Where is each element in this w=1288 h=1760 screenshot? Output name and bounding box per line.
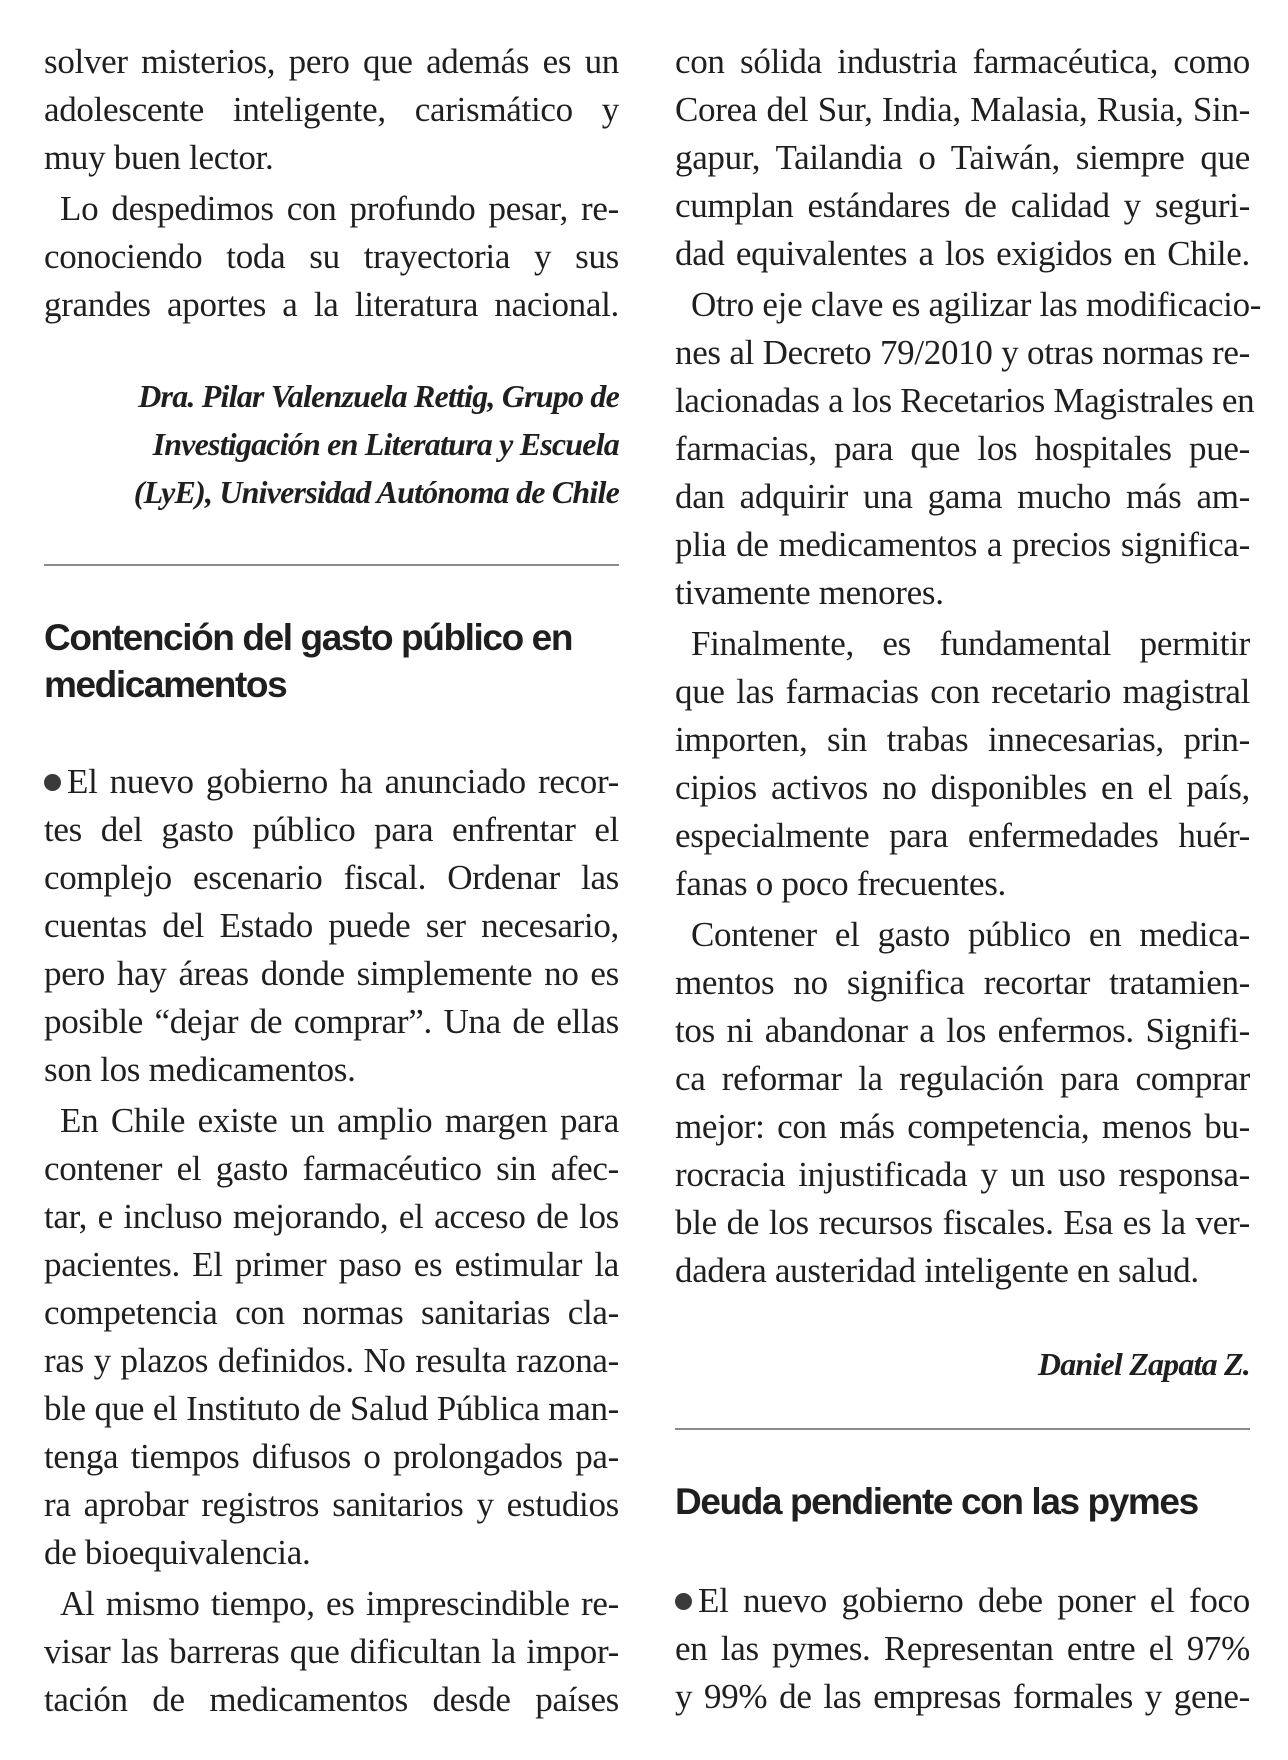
author-signature — [44, 372, 619, 516]
body-paragraph-5 — [675, 281, 1262, 617]
text-line: El nuevo gobierno ha anunciado recor- — [44, 758, 619, 806]
body-paragraph-4 — [675, 38, 1250, 278]
body-paragraph-1 — [44, 758, 619, 1094]
text-line: En Chile existe un amplio margen para — [60, 1101, 619, 1140]
text-line: cuentas del Estado puede ser necesario, — [44, 906, 619, 945]
text-line: gapur, Tailandia o Taiwán, siempre que — [675, 138, 1250, 177]
text-line: Otro eje clave es agilizar las modificacio- — [691, 285, 1262, 324]
right-column — [675, 38, 1262, 1724]
signature-line: Investigación en Literatura y Escuela — [152, 426, 619, 462]
text-line: pacientes. El primer paso es estimular la — [44, 1245, 619, 1284]
text-line: en las pymes. Representan entre el 97% — [675, 1629, 1250, 1668]
body-paragraph-3 — [44, 1580, 619, 1724]
text-line: Contener el gasto público en medica- — [691, 915, 1250, 954]
body-paragraph-6 — [675, 620, 1250, 908]
text-line: cumplan estándares de calidad y seguri- — [675, 186, 1250, 225]
body-paragraph-7 — [675, 911, 1250, 1295]
body-paragraph-8 — [675, 1577, 1250, 1721]
body-paragraph-2 — [44, 1097, 619, 1577]
heading-line: Contención del gasto público en — [44, 617, 573, 658]
text-line: dadera austeridad inteligente en salud. — [675, 1251, 1199, 1290]
text-line: y 99% de las empresas formales y gene- — [675, 1677, 1250, 1716]
signature-line: Dra. Pilar Valenzuela Rettig, Grupo de — [138, 378, 619, 414]
author-signature: Daniel Zapata Z. — [1037, 1346, 1250, 1382]
farewell-paragraph — [44, 185, 619, 329]
text-line: conociendo toda su trayectoria y sus — [44, 237, 619, 276]
text-line: dad equivalentes a los exigidos en Chile. — [675, 234, 1250, 273]
text-line: tivamente menores. — [675, 573, 944, 612]
letter-heading: Deuda pendiente con las pymes — [675, 1481, 1198, 1522]
text-line: pero hay áreas donde simplemente no es — [44, 954, 619, 993]
text-line: posible “dejar de comprar”. Una de ellas — [44, 1002, 619, 1041]
text-line: lacionadas a los Recetarios Magistrales en — [675, 381, 1255, 420]
text-line: con sólida industria farmacéutica, como — [675, 42, 1250, 81]
heading-line: medicamentos — [44, 664, 287, 705]
text-line: Finalmente, es fundamental permitir — [691, 624, 1250, 663]
text-line: plia de medicamentos a precios significa- — [675, 525, 1250, 564]
text-line: dan adquirir una gama mucho más am- — [675, 477, 1250, 516]
previous-letter-ending — [44, 38, 619, 182]
text-line: complejo escenario fiscal. Ordenar las — [44, 858, 619, 897]
text-line: grandes aportes a la literatura nacional. — [44, 285, 619, 324]
text-line: ble que el Instituto de Salud Pública man- — [44, 1389, 619, 1428]
text-line: muy buen lector. — [44, 138, 274, 177]
text-line: contener el gasto farmacéutico sin afec- — [44, 1149, 619, 1188]
text-line: fanas o poco frecuentes. — [675, 864, 1006, 903]
text-line: Al mismo tiempo, es imprescindible re- — [60, 1584, 619, 1623]
bullet-icon — [44, 774, 61, 791]
signature-line: (LyE), Universidad Autónoma de Chile — [133, 474, 619, 510]
text-line: mentos no significa recortar tratamien- — [675, 963, 1250, 1002]
text-line: rocracia injustificada y un uso responsa- — [675, 1155, 1250, 1194]
text-line: tenga tiempos difusos o prolongados pa- — [44, 1437, 619, 1476]
text-line: El nuevo gobierno debe poner el foco — [675, 1577, 1250, 1625]
text-line: tos ni abandonar a los enfermos. Signifi- — [675, 1011, 1250, 1050]
text-line: farmacias, para que los hospitales pue- — [675, 429, 1250, 468]
text-line: mejor: con más competencia, menos bu- — [675, 1107, 1250, 1146]
left-column — [44, 38, 619, 1727]
text-line: ble de los recursos fiscales. Esa es la ver- — [675, 1203, 1250, 1242]
text-line: ca reformar la regulación para comprar — [675, 1059, 1250, 1098]
text-line: tación de medicamentos desde países — [44, 1680, 619, 1719]
text-line: especialmente para enfermedades huér- — [675, 816, 1250, 855]
text-line: tes del gasto público para enfrentar el — [44, 810, 619, 849]
text-line: tar, e incluso mejorando, el acceso de los — [44, 1197, 619, 1236]
text-line: que las farmacias con recetario magistral — [675, 672, 1250, 711]
text-line: visar las barreras que dificultan la impor- — [44, 1632, 619, 1671]
text-line: adolescente inteligente, carismático y — [44, 90, 619, 129]
bullet-icon — [675, 1593, 692, 1610]
text-line: son los medicamentos. — [44, 1050, 356, 1089]
text-line: competencia con normas sanitarias cla- — [44, 1293, 619, 1332]
text-line: ras y plazos definidos. No resulta razona- — [44, 1341, 619, 1380]
text-line: nes al Decreto 79/2010 y otras normas re- — [675, 333, 1250, 372]
text-line: importen, sin trabas innecesarias, prin- — [675, 720, 1250, 759]
text-line: Lo despedimos con profundo pesar, re- — [60, 189, 619, 228]
text-line: Corea del Sur, India, Malasia, Rusia, Sin- — [675, 90, 1250, 129]
text-line: cipios activos no disponibles en el país, — [675, 768, 1250, 807]
letter-heading — [44, 614, 619, 708]
text-line: ra aprobar registros sanitarios y estudios — [44, 1485, 619, 1524]
text-line: de bioequivalencia. — [44, 1533, 311, 1572]
text-line: solver misterios, pero que además es un — [44, 42, 619, 81]
